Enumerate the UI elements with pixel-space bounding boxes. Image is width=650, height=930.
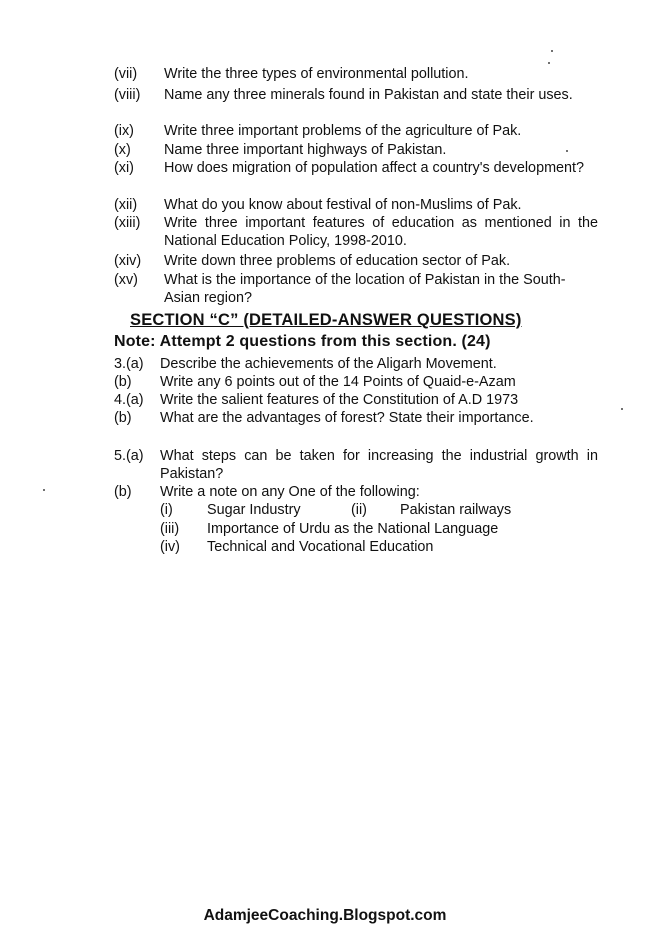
option-text: Importance of Urdu as the National Language	[207, 521, 499, 537]
question-item	[114, 484, 598, 502]
scan-speck	[621, 408, 623, 410]
question-number: (xiii)	[114, 215, 141, 231]
question-text: Write the salient features of the Constitution of A.D 1973	[160, 392, 519, 408]
option-number: (ii)	[351, 502, 367, 518]
question-text: What are the advantages of forest? State their importance.	[160, 410, 534, 426]
question-item	[114, 410, 598, 428]
option-number: (iii)	[160, 521, 180, 537]
question-number: (xi)	[114, 160, 134, 176]
question-item	[114, 448, 598, 483]
question-number: 4.(a)	[114, 392, 144, 408]
option-number: (iv)	[160, 539, 180, 555]
question-text: Write any 6 points out of the 14 Points of Quaid-e-Azam	[160, 374, 516, 390]
question-number: (b)	[114, 484, 132, 500]
scan-speck	[548, 62, 550, 64]
question-text: Describe the achievements of the Aligarh Movement.	[160, 356, 497, 372]
question-number: (viii)	[114, 87, 141, 103]
option-text: Technical and Vocational Education	[207, 539, 434, 555]
option-text: Sugar Industry	[207, 502, 301, 518]
question-text: Write three important features of education as mentioned in the National Education Policy, 1998-2010.	[164, 215, 598, 249]
question-number: (xiv)	[114, 253, 142, 269]
question-item	[114, 253, 598, 271]
question-item	[114, 197, 598, 215]
section-c-note: Note: Attempt 2 questions from this section. (24)	[114, 333, 491, 350]
question-number: (xv)	[114, 272, 138, 288]
question-item	[114, 272, 598, 307]
question-text: Write three important problems of the agriculture of Pak.	[164, 123, 522, 139]
question-text: What steps can be taken for increasing the industrial growth in Pakistan?	[160, 448, 598, 482]
question-text: What is the importance of the location of Pakistan in the South-Asian region?	[164, 272, 566, 306]
question-text: Write down three problems of education sector of Pak.	[164, 253, 511, 269]
question-text: How does migration of population affect a country's development?	[164, 160, 585, 176]
question-item	[114, 374, 598, 392]
scan-speck	[43, 489, 45, 491]
question-number: (x)	[114, 142, 131, 158]
question-item	[114, 66, 598, 84]
question-text: Name three important highways of Pakistan.	[164, 142, 447, 158]
question-text: Name any three minerals found in Pakistan and state their uses.	[164, 87, 573, 103]
question-number: (xii)	[114, 197, 138, 213]
question-number: (ix)	[114, 123, 134, 139]
question-text: Write the three types of environmental pollution.	[164, 66, 469, 82]
question-text: What do you know about festival of non-Muslims of Pak.	[164, 197, 522, 213]
footer-website: AdamjeeCoaching.Blogspot.com	[203, 907, 447, 924]
question-item	[114, 392, 598, 410]
option-number: (i)	[160, 502, 173, 518]
question-number: (vii)	[114, 66, 138, 82]
scan-speck	[566, 150, 568, 152]
question-item	[114, 123, 598, 141]
question-number: 3.(a)	[114, 356, 144, 372]
question-text: Write a note on any One of the following:	[160, 484, 420, 500]
section-c-heading: SECTION “C” (DETAILED-ANSWER QUESTIONS)	[130, 311, 522, 329]
question-number: (b)	[114, 374, 132, 390]
question-number: 5.(a)	[114, 448, 144, 464]
question-item	[114, 160, 598, 178]
question-item	[114, 215, 598, 250]
question-item	[114, 356, 598, 374]
scan-speck	[551, 50, 553, 52]
question-item	[114, 142, 598, 160]
question-number: (b)	[114, 410, 132, 426]
question-item	[114, 87, 598, 105]
option-text: Pakistan railways	[400, 502, 512, 518]
